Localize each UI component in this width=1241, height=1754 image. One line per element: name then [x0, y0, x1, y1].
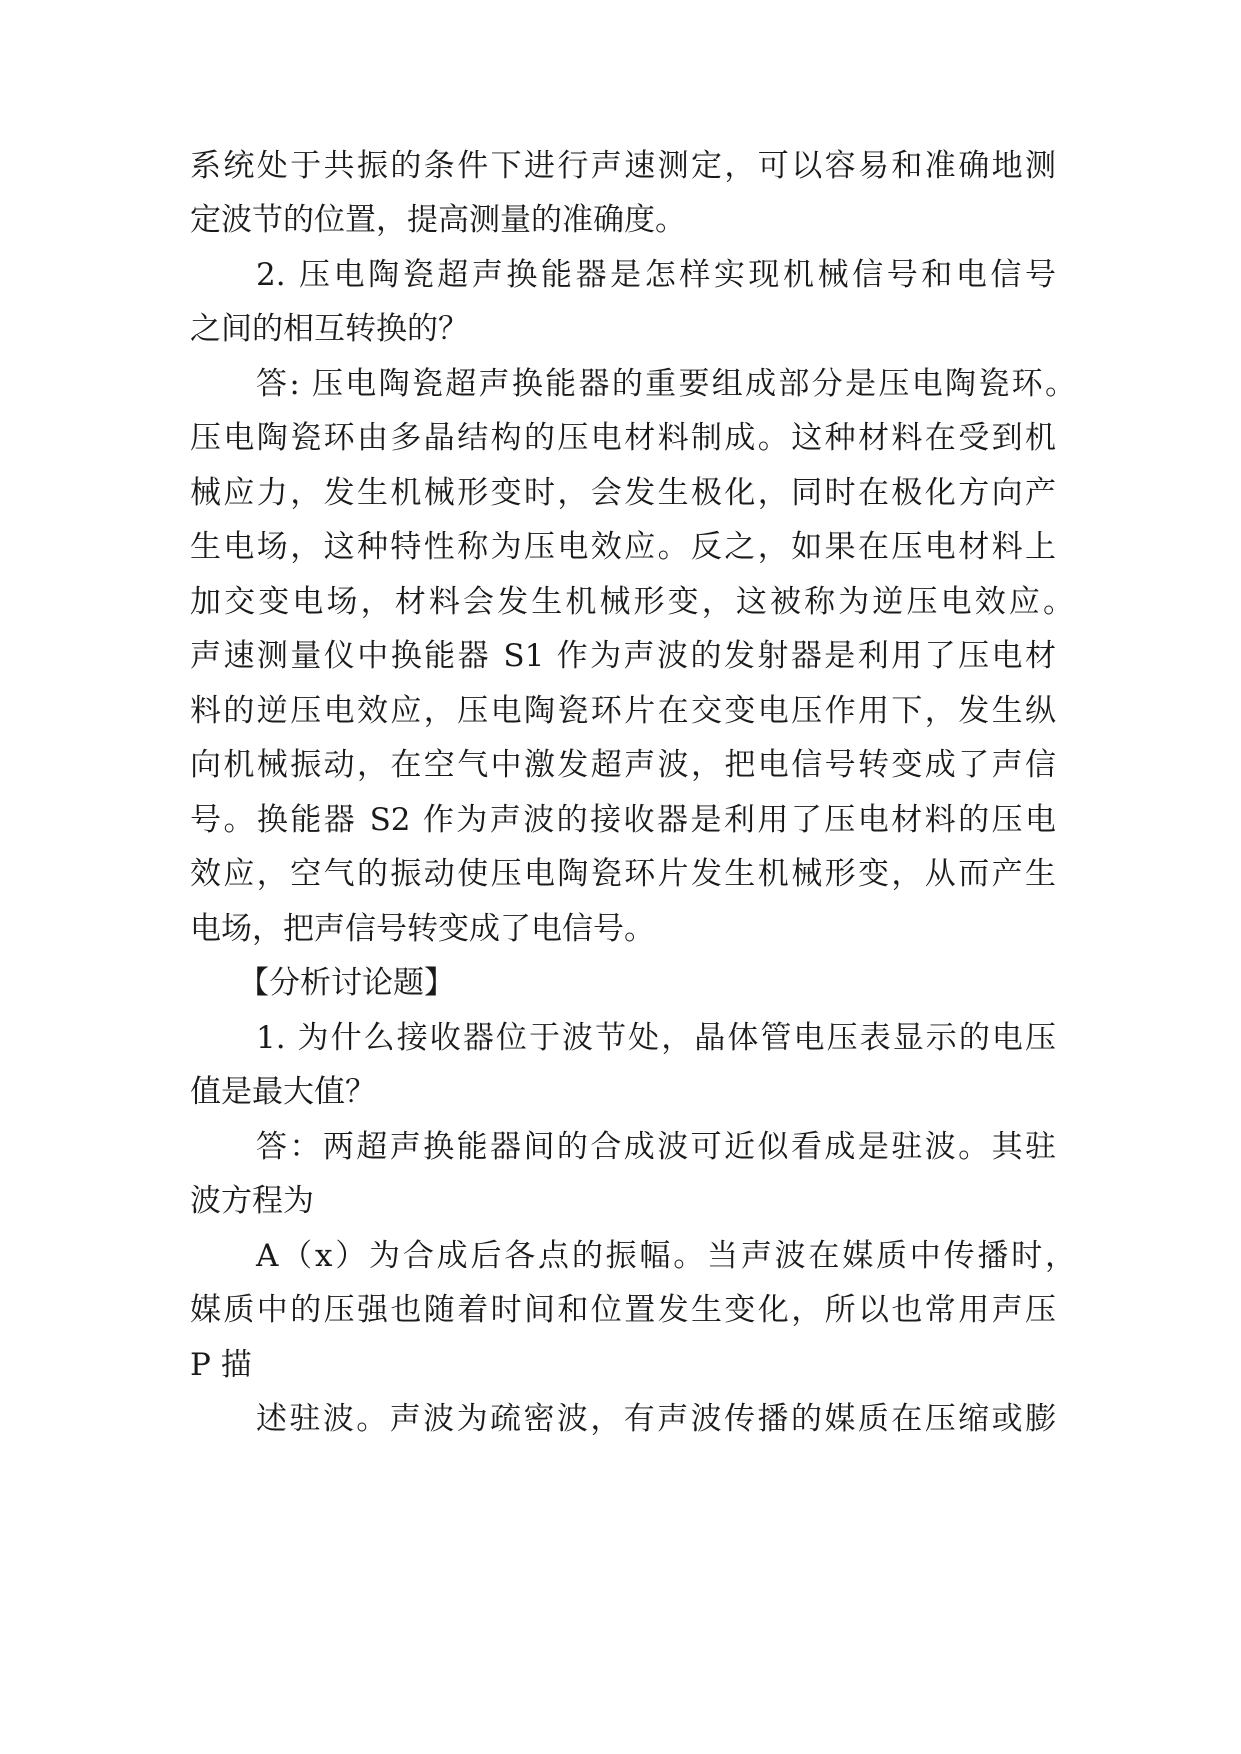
text-line: P 描	[190, 1347, 252, 1383]
text-line: 声速测量仪中换能器 S1 作为声波的发射器是利用了压电材	[190, 638, 1056, 674]
text-line: 值是最大值？	[190, 1074, 376, 1110]
text-line: 波方程为	[190, 1183, 314, 1219]
text-line: 效应，空气的振动使压电陶瓷环片发生机械形变，从而产生	[190, 856, 1056, 892]
text-line: 料的逆压电效应，压电陶瓷环片在交变电压作用下，发生纵	[190, 693, 1056, 729]
text-line: 述驻波。声波为疏密波，有声波传播的媒质在压缩或膨	[256, 1401, 1056, 1437]
text-line: 之间的相互转换的？	[190, 311, 469, 347]
text-line: 压电陶瓷环由多晶结构的压电材料制成。这种材料在受到机	[190, 420, 1056, 456]
answer-start: 答：两超声换能器间的合成波可近似看成是驻波。其驻	[256, 1129, 1056, 1165]
text-line: 系统处于共振的条件下进行声速测定，可以容易和准确地测	[190, 148, 1056, 184]
text-line: 定波节的位置，提高测量的准确度。	[190, 202, 686, 238]
text-line: 号。换能器 S2 作为声波的接收器是利用了压电材料的压电	[190, 802, 1056, 838]
text-line: A（x）为合成后各点的振幅。当声波在媒质中传播时，	[256, 1238, 1076, 1274]
question-heading: 2. 压电陶瓷超声换能器是怎样实现机械信号和电信号	[256, 257, 1056, 293]
answer-start: 答: 压电陶瓷超声换能器的重要组成部分是压电陶瓷环。	[256, 366, 1076, 402]
text-line: 加交变电场，材料会发生机械形变，这被称为逆压电效应。	[190, 584, 1074, 620]
text-line: 向机械振动，在空气中激发超声波，把电信号转变成了声信	[190, 747, 1056, 783]
text-line: 械应力，发生机械形变时，会发生极化，同时在极化方向产	[190, 475, 1056, 511]
text-line: 电场，把声信号转变成了电信号。	[190, 911, 655, 947]
question-heading: 1. 为什么接收器位于波节处，晶体管电压表显示的电压	[256, 1020, 1056, 1056]
text-line: 媒质中的压强也随着时间和位置发生变化，所以也常用声压	[190, 1292, 1056, 1328]
section-heading: 【分析讨论题】	[238, 965, 455, 1001]
text-line: 生电场，这种特性称为压电效应。反之，如果在压电材料上	[190, 529, 1056, 565]
